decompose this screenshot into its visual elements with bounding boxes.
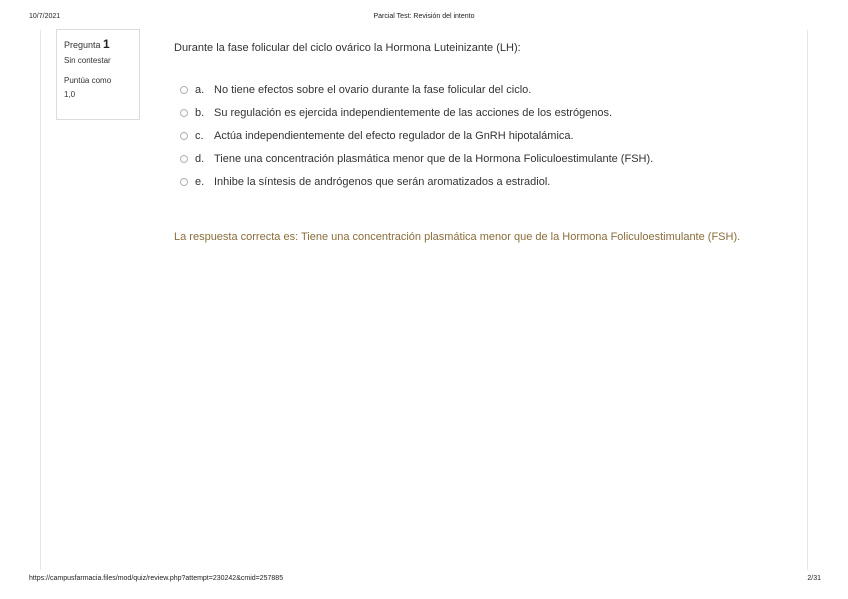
question-state: Sin contestar bbox=[64, 56, 111, 65]
print-date: 10/7/2021 bbox=[29, 13, 61, 20]
answer-option-a[interactable] bbox=[180, 78, 784, 101]
answer-letter: c. bbox=[195, 129, 204, 142]
page-border-left bbox=[40, 30, 41, 570]
answer-option-c[interactable] bbox=[180, 124, 784, 147]
answer-letter: b. bbox=[195, 106, 205, 119]
answer-text: Su regulación es ejercida independientemente de las acciones de los estrógenos. bbox=[214, 106, 613, 119]
radio-icon[interactable] bbox=[180, 109, 188, 117]
answer-text: No tiene efectos sobre el ovario durante la fase folicular del ciclo. bbox=[214, 83, 532, 96]
question-grade-value: 1,0 bbox=[64, 90, 76, 99]
radio-icon[interactable] bbox=[180, 155, 188, 163]
answer-text: Inhibe la síntesis de andrógenos que serán aromatizados a estradiol. bbox=[214, 175, 551, 188]
answer-text: Tiene una concentración plasmática menor que de la Hormona Foliculoestimulante (FSH). bbox=[214, 152, 654, 165]
radio-icon[interactable] bbox=[180, 86, 188, 94]
print-page-number: 2/31 bbox=[807, 575, 821, 582]
answer-option-b[interactable] bbox=[180, 101, 784, 124]
radio-icon[interactable] bbox=[180, 132, 188, 140]
print-page-title: Parcial Test: Revisión del intento bbox=[373, 13, 475, 20]
question-heading bbox=[64, 37, 139, 52]
answer-list bbox=[174, 78, 784, 193]
question-text: Durante la fase folicular del ciclo ovárico la Hormona Luteinizante (LH): bbox=[174, 42, 521, 54]
page-border-right bbox=[807, 30, 808, 570]
question-content bbox=[174, 41, 784, 247]
answer-letter: d. bbox=[195, 152, 205, 165]
question-number: 1 bbox=[103, 37, 110, 51]
answer-letter: e. bbox=[195, 175, 205, 188]
answer-letter: a. bbox=[195, 83, 205, 96]
answer-option-e[interactable] bbox=[180, 170, 784, 193]
question-info-box bbox=[56, 29, 140, 120]
question-grade-label: Puntúa como bbox=[64, 76, 112, 85]
radio-icon[interactable] bbox=[180, 178, 188, 186]
correct-answer-feedback: La respuesta correcta es: Tiene una concentración plasmática menor que de la Hormona Foliculoestimulante (FSH). bbox=[174, 231, 741, 243]
print-url: https://campusfarmacia.files/mod/quiz/review.php?attempt=230242&cmid=257885 bbox=[29, 575, 284, 582]
answer-option-d[interactable] bbox=[180, 147, 784, 170]
question-label: Pregunta bbox=[64, 40, 101, 50]
answer-text: Actúa independientemente del efecto regulador de la GnRH hipotalámica. bbox=[214, 129, 574, 142]
